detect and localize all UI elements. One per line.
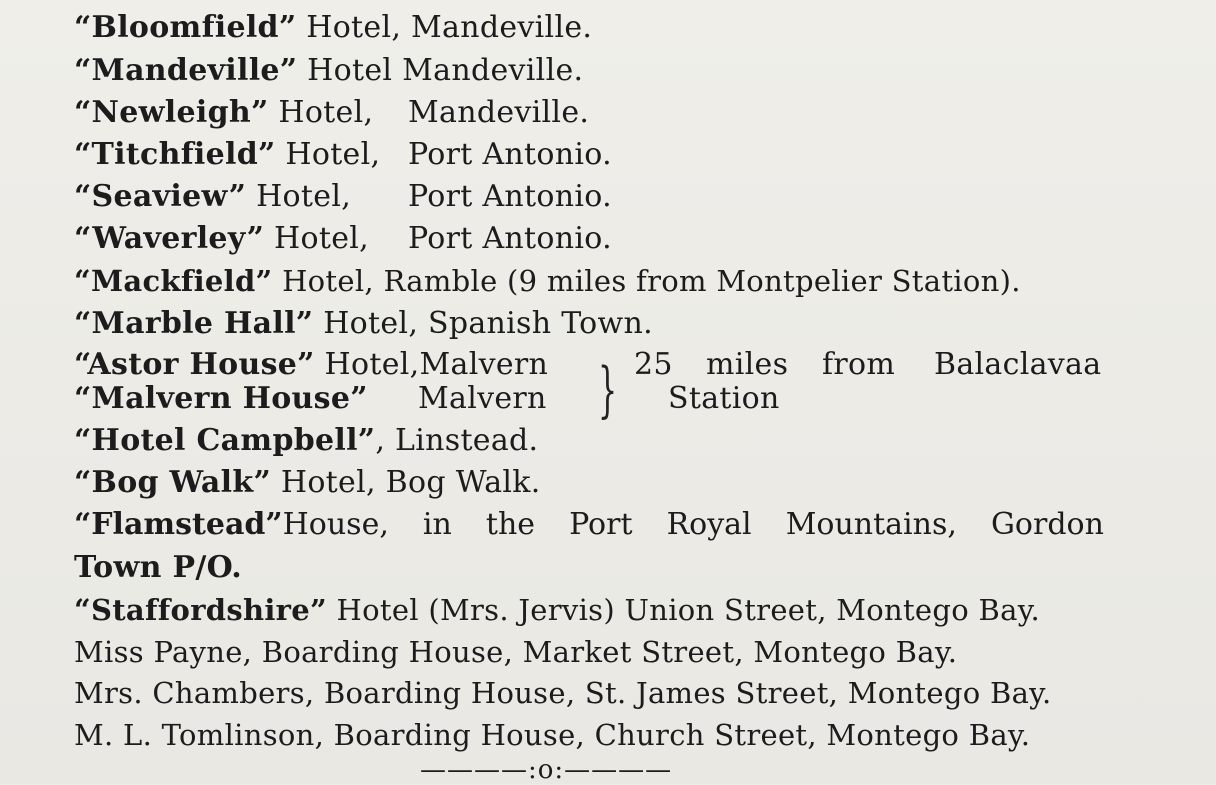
hotel-location: Mandeville. [408, 95, 590, 130]
word: Royal [666, 507, 752, 542]
listing-line-marble-hall [74, 308, 653, 340]
word: Mountains, [785, 507, 957, 542]
hotel-type: Hotel, [275, 137, 381, 172]
hotel-location: Hotel,Malvern [314, 347, 549, 382]
listing-line-tomlinson: M. L. Tomlinson, Boarding House, Church Street, Montego Bay. [74, 718, 1031, 752]
section-divider: ————:o:———— [420, 755, 673, 785]
hotel-name: “Flamstead” [74, 507, 283, 542]
listing-line-malvern-house [74, 383, 1074, 415]
hotel-name: “Waverley” [74, 221, 265, 256]
word: in [422, 507, 452, 542]
distance-from: from [822, 347, 896, 382]
hotel-name: “Bloomfield” [74, 10, 297, 45]
word: Gordon [990, 507, 1104, 542]
hotel-name: “Astor House” [74, 347, 315, 382]
distance-unit: miles [706, 347, 789, 382]
hotel-name: “Newleigh” [74, 95, 269, 130]
listing-line-flamstead [74, 509, 1104, 541]
listing-line-titchfield [74, 139, 1074, 171]
word: House, [282, 507, 389, 542]
hotel-type: Hotel, [264, 221, 370, 256]
listing-line-seaview [74, 181, 1074, 213]
hotel-name: “Mackfield” [74, 264, 273, 298]
brace-glyph: } [598, 355, 618, 425]
station-label: Station [668, 381, 780, 416]
hotel-location: Port Antonio. [408, 137, 612, 172]
word: the [485, 507, 536, 542]
hotel-type: Hotel, [268, 95, 374, 130]
hotel-location: Hotel, Mandeville. [296, 10, 593, 45]
listing-line-mackfield [74, 265, 1021, 297]
hotel-name: “Seaview” [74, 179, 247, 214]
hotel-location: Hotel, Bog Walk. [271, 465, 541, 500]
hotel-location: Malvern [418, 381, 547, 416]
hotel-name: “Marble Hall” [74, 306, 314, 341]
hotel-location: Hotel, Spanish Town. [313, 306, 653, 341]
hotel-location: Hotel (Mrs. Jervis) Union Street, Montego Bay. [327, 593, 1041, 627]
listing-line-newleigh [74, 97, 1074, 129]
word: Port [569, 507, 633, 542]
listing-line-waverley [74, 223, 1074, 255]
listing-line-bog-walk [74, 467, 541, 499]
listing-line-mandeville [74, 55, 583, 87]
hotel-type: Hotel, [246, 179, 352, 214]
listing-line-staffordshire [74, 594, 1040, 626]
distance-place: Balaclavaa [934, 347, 1102, 382]
hotel-location: , Linstead. [375, 423, 539, 458]
hotel-location: Hotel Mandeville. [297, 53, 584, 88]
hotel-name: “Malvern House” [74, 381, 368, 416]
hotel-location: Hotel, Ramble (9 miles from Montpelier Station). [272, 264, 1021, 298]
hotel-name: “Bog Walk” [74, 465, 272, 500]
distance-number: 25 [634, 347, 673, 382]
flamstead-word-group [74, 509, 389, 541]
listing-line-bloomfield [74, 12, 592, 44]
hotel-name: “Mandeville” [74, 53, 298, 88]
listing-line-campbell [74, 425, 538, 457]
hotel-location: Port Antonio. [408, 221, 612, 256]
listing-line-mrs-chambers: Mrs. Chambers, Boarding House, St. James Street, Montego Bay. [74, 676, 1052, 710]
listing-line-town-po: Town P/O. [74, 550, 243, 585]
listing-line-miss-payne: Miss Payne, Boarding House, Market Street, Montego Bay. [74, 635, 958, 669]
hotel-location: Port Antonio. [408, 179, 612, 214]
hotel-name: “Staffordshire” [74, 593, 327, 627]
hotel-name: “Titchfield” [74, 137, 276, 172]
hotel-name: “Hotel Campbell” [74, 423, 376, 458]
listing-line-astor-house [74, 349, 1114, 381]
